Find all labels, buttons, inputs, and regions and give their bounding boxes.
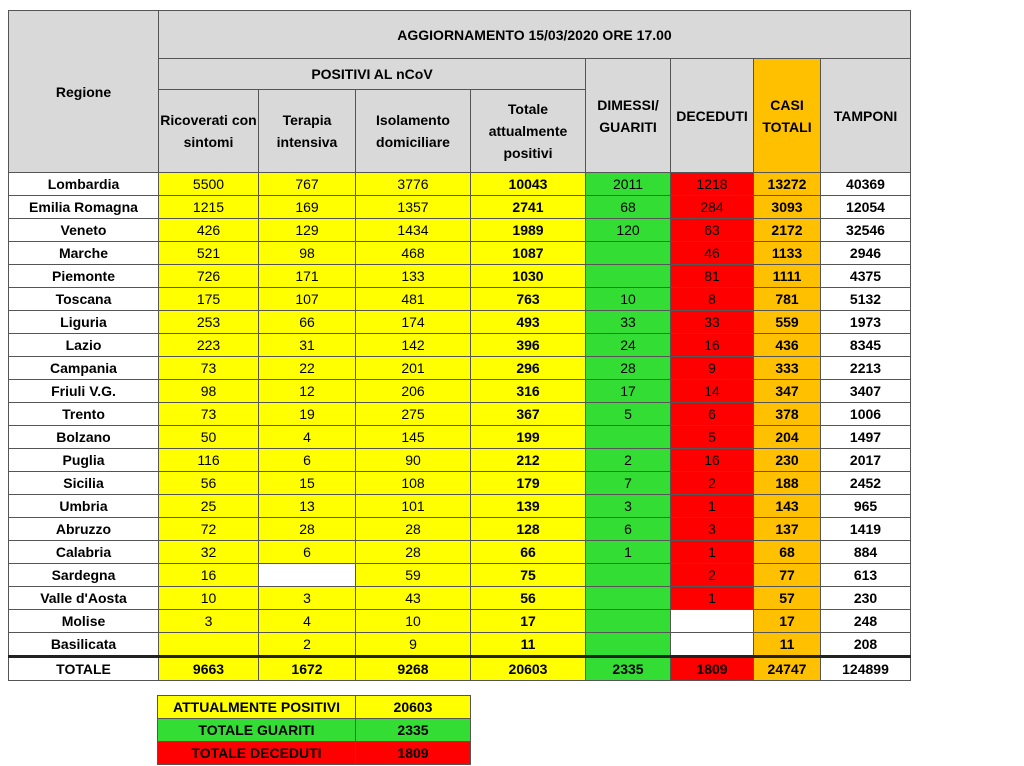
cell-ricoverati: 16 — [159, 564, 259, 587]
cell-totale: 316 — [471, 380, 586, 403]
cell-tamponi: 32546 — [821, 219, 911, 242]
cell-ricoverati: 72 — [159, 518, 259, 541]
cell-dimessi — [586, 610, 671, 633]
cell-dimessi — [586, 587, 671, 610]
cell-dimessi: 33 — [586, 311, 671, 334]
cell-terapia: 19 — [259, 403, 356, 426]
header-dimessi: DIMESSI/ GUARITI — [586, 59, 671, 173]
cell-casi: 1111 — [754, 265, 821, 288]
cell-terapia: 13 — [259, 495, 356, 518]
table-row — [9, 288, 911, 311]
cell-tamponi: 3407 — [821, 380, 911, 403]
table-row — [9, 380, 911, 403]
cell-deceduti: 1 — [671, 495, 754, 518]
cell-deceduti: 81 — [671, 265, 754, 288]
summary-row — [158, 696, 471, 719]
cell-regione: Marche — [9, 242, 159, 265]
cell-ricoverati: 73 — [159, 403, 259, 426]
cell-terapia: 6 — [259, 541, 356, 564]
cell-totale: 199 — [471, 426, 586, 449]
cell-regione: Abruzzo — [9, 518, 159, 541]
cell-totale: 1989 — [471, 219, 586, 242]
cell-regione: Sardegna — [9, 564, 159, 587]
cell-isolamento: 142 — [356, 334, 471, 357]
cell-isolamento: 90 — [356, 449, 471, 472]
cell-isolamento: 201 — [356, 357, 471, 380]
cell-terapia: 169 — [259, 196, 356, 219]
cell-terapia: 31 — [259, 334, 356, 357]
table-title: AGGIORNAMENTO 15/03/2020 ORE 17.00 — [159, 11, 911, 59]
cell-deceduti: 16 — [671, 334, 754, 357]
cell-tamponi: 1419 — [821, 518, 911, 541]
table-row — [9, 173, 911, 196]
cell-regione: Valle d'Aosta — [9, 587, 159, 610]
cell-dimessi — [586, 426, 671, 449]
cell-dimessi: 68 — [586, 196, 671, 219]
summary-value: 2335 — [356, 719, 471, 742]
summary-table — [157, 695, 471, 765]
cell-dimessi: 3 — [586, 495, 671, 518]
cell-deceduti: 6 — [671, 403, 754, 426]
cell-isolamento: 468 — [356, 242, 471, 265]
table-row — [9, 449, 911, 472]
cell-dimessi — [586, 633, 671, 657]
cell-regione: Toscana — [9, 288, 159, 311]
cell-ricoverati: 116 — [159, 449, 259, 472]
cell-casi: 57 — [754, 587, 821, 610]
cell-ricoverati: 10 — [159, 587, 259, 610]
cell-deceduti — [671, 610, 754, 633]
cell-dimessi: 28 — [586, 357, 671, 380]
cell-terapia: 4 — [259, 610, 356, 633]
cell-tamponi: 1497 — [821, 426, 911, 449]
cell-regione: Liguria — [9, 311, 159, 334]
table-row — [9, 426, 911, 449]
cell-tamponi: 230 — [821, 587, 911, 610]
cell-casi: 17 — [754, 610, 821, 633]
cell-ricoverati — [159, 633, 259, 657]
cell-terapia: 12 — [259, 380, 356, 403]
cell-deceduti: 8 — [671, 288, 754, 311]
cell-totale: 1087 — [471, 242, 586, 265]
cell-casi: 143 — [754, 495, 821, 518]
cell-deceduti — [671, 633, 754, 657]
table-row — [9, 518, 911, 541]
cell-casi: 24747 — [754, 657, 821, 681]
summary-label: ATTUALMENTE POSITIVI — [158, 696, 356, 719]
cell-casi: 3093 — [754, 196, 821, 219]
cell-isolamento: 1357 — [356, 196, 471, 219]
cell-regione: TOTALE — [9, 657, 159, 681]
table-row — [9, 633, 911, 657]
cell-dimessi: 17 — [586, 380, 671, 403]
cell-dimessi: 2 — [586, 449, 671, 472]
cell-ricoverati: 223 — [159, 334, 259, 357]
cell-casi: 333 — [754, 357, 821, 380]
cell-casi: 204 — [754, 426, 821, 449]
cell-isolamento: 275 — [356, 403, 471, 426]
cell-terapia: 98 — [259, 242, 356, 265]
cell-ricoverati: 426 — [159, 219, 259, 242]
cell-isolamento: 28 — [356, 518, 471, 541]
cell-terapia: 1672 — [259, 657, 356, 681]
cell-isolamento: 9 — [356, 633, 471, 657]
cell-isolamento: 9268 — [356, 657, 471, 681]
header-totale-positivi: Totale attualmente positivi — [471, 90, 586, 173]
cell-casi: 188 — [754, 472, 821, 495]
cell-totale: 66 — [471, 541, 586, 564]
cell-ricoverati: 9663 — [159, 657, 259, 681]
cell-dimessi: 2335 — [586, 657, 671, 681]
cell-ricoverati: 25 — [159, 495, 259, 518]
summary-label: TOTALE DECEDUTI — [158, 742, 356, 765]
cell-regione: Veneto — [9, 219, 159, 242]
cell-regione: Friuli V.G. — [9, 380, 159, 403]
cell-casi: 2172 — [754, 219, 821, 242]
header-casi-totali: CASI TOTALI — [754, 59, 821, 173]
table-row — [9, 196, 911, 219]
cell-totale: 17 — [471, 610, 586, 633]
cell-terapia: 22 — [259, 357, 356, 380]
cell-totale: 296 — [471, 357, 586, 380]
cell-terapia: 107 — [259, 288, 356, 311]
cell-ricoverati: 3 — [159, 610, 259, 633]
cell-deceduti: 5 — [671, 426, 754, 449]
header-positivi: POSITIVI AL nCoV — [159, 59, 586, 90]
table-row — [9, 219, 911, 242]
cell-isolamento: 133 — [356, 265, 471, 288]
cell-tamponi: 2452 — [821, 472, 911, 495]
cell-isolamento: 481 — [356, 288, 471, 311]
cell-totale: 10043 — [471, 173, 586, 196]
summary-row — [158, 719, 471, 742]
cell-totale: 75 — [471, 564, 586, 587]
cell-deceduti: 63 — [671, 219, 754, 242]
cell-dimessi — [586, 265, 671, 288]
summary-value: 1809 — [356, 742, 471, 765]
cell-isolamento: 174 — [356, 311, 471, 334]
cell-ricoverati: 56 — [159, 472, 259, 495]
cell-terapia: 129 — [259, 219, 356, 242]
cell-dimessi: 7 — [586, 472, 671, 495]
cell-tamponi: 2213 — [821, 357, 911, 380]
cell-isolamento: 10 — [356, 610, 471, 633]
cell-ricoverati: 73 — [159, 357, 259, 380]
cell-ricoverati: 5500 — [159, 173, 259, 196]
cell-casi: 1133 — [754, 242, 821, 265]
cell-regione: Puglia — [9, 449, 159, 472]
cell-totale: 11 — [471, 633, 586, 657]
cell-terapia: 171 — [259, 265, 356, 288]
cell-totale: 20603 — [471, 657, 586, 681]
cell-casi: 781 — [754, 288, 821, 311]
cell-totale: 128 — [471, 518, 586, 541]
cell-ricoverati: 175 — [159, 288, 259, 311]
cell-regione: Sicilia — [9, 472, 159, 495]
cell-isolamento: 206 — [356, 380, 471, 403]
cell-deceduti: 9 — [671, 357, 754, 380]
cell-totale: 179 — [471, 472, 586, 495]
summary-label: TOTALE GUARITI — [158, 719, 356, 742]
header-deceduti: DECEDUTI — [671, 59, 754, 173]
cell-tamponi: 248 — [821, 610, 911, 633]
cell-isolamento: 59 — [356, 564, 471, 587]
cell-casi: 378 — [754, 403, 821, 426]
cell-deceduti: 1218 — [671, 173, 754, 196]
cell-tamponi: 1973 — [821, 311, 911, 334]
cell-tamponi: 2017 — [821, 449, 911, 472]
cell-deceduti: 2 — [671, 564, 754, 587]
cell-dimessi: 120 — [586, 219, 671, 242]
cell-totale: 56 — [471, 587, 586, 610]
header-terapia: Terapia intensiva — [259, 90, 356, 173]
cell-terapia: 4 — [259, 426, 356, 449]
cell-casi: 559 — [754, 311, 821, 334]
summary-value: 20603 — [356, 696, 471, 719]
cell-isolamento: 145 — [356, 426, 471, 449]
cell-totale: 139 — [471, 495, 586, 518]
cell-deceduti: 46 — [671, 242, 754, 265]
cell-dimessi: 6 — [586, 518, 671, 541]
cell-regione: Umbria — [9, 495, 159, 518]
cell-totale: 2741 — [471, 196, 586, 219]
cell-dimessi: 1 — [586, 541, 671, 564]
table-row — [9, 610, 911, 633]
cell-tamponi: 208 — [821, 633, 911, 657]
cell-isolamento: 43 — [356, 587, 471, 610]
cell-tamponi: 8345 — [821, 334, 911, 357]
cell-tamponi: 1006 — [821, 403, 911, 426]
cell-terapia: 15 — [259, 472, 356, 495]
cell-isolamento: 101 — [356, 495, 471, 518]
cell-tamponi: 613 — [821, 564, 911, 587]
header-regione: Regione — [9, 11, 159, 173]
cell-casi: 68 — [754, 541, 821, 564]
cell-casi: 77 — [754, 564, 821, 587]
cell-regione: Lazio — [9, 334, 159, 357]
table-row — [9, 495, 911, 518]
cell-tamponi: 2946 — [821, 242, 911, 265]
cell-ricoverati: 253 — [159, 311, 259, 334]
cell-deceduti: 2 — [671, 472, 754, 495]
header-tamponi: TAMPONI — [821, 59, 911, 173]
cell-terapia: 2 — [259, 633, 356, 657]
cell-totale: 493 — [471, 311, 586, 334]
cell-tamponi: 884 — [821, 541, 911, 564]
cell-tamponi: 965 — [821, 495, 911, 518]
cell-ricoverati: 521 — [159, 242, 259, 265]
cell-terapia: 767 — [259, 173, 356, 196]
cell-casi: 137 — [754, 518, 821, 541]
table-row — [9, 311, 911, 334]
cell-totale: 1030 — [471, 265, 586, 288]
cell-regione: Trento — [9, 403, 159, 426]
cell-ricoverati: 50 — [159, 426, 259, 449]
cell-terapia: 66 — [259, 311, 356, 334]
cell-regione: Molise — [9, 610, 159, 633]
cell-regione: Lombardia — [9, 173, 159, 196]
cell-regione: Piemonte — [9, 265, 159, 288]
cell-regione: Emilia Romagna — [9, 196, 159, 219]
cell-deceduti: 1 — [671, 541, 754, 564]
table-row — [9, 242, 911, 265]
header-ricoverati: Ricoverati con sintomi — [159, 90, 259, 173]
totals-row — [9, 657, 911, 681]
cell-ricoverati: 726 — [159, 265, 259, 288]
cell-terapia: 6 — [259, 449, 356, 472]
cell-dimessi: 5 — [586, 403, 671, 426]
cell-isolamento: 1434 — [356, 219, 471, 242]
cell-tamponi: 40369 — [821, 173, 911, 196]
cell-terapia — [259, 564, 356, 587]
cell-regione: Campania — [9, 357, 159, 380]
cell-totale: 396 — [471, 334, 586, 357]
cell-regione: Bolzano — [9, 426, 159, 449]
cell-ricoverati: 32 — [159, 541, 259, 564]
cell-deceduti: 14 — [671, 380, 754, 403]
cell-ricoverati: 1215 — [159, 196, 259, 219]
cell-deceduti: 284 — [671, 196, 754, 219]
table-row — [9, 403, 911, 426]
cell-dimessi: 2011 — [586, 173, 671, 196]
cell-deceduti: 3 — [671, 518, 754, 541]
covid-regional-table — [8, 10, 911, 681]
cell-deceduti: 1 — [671, 587, 754, 610]
table-row — [9, 564, 911, 587]
cell-deceduti: 33 — [671, 311, 754, 334]
cell-dimessi — [586, 564, 671, 587]
cell-dimessi: 24 — [586, 334, 671, 357]
table-row — [9, 357, 911, 380]
cell-deceduti: 1809 — [671, 657, 754, 681]
cell-tamponi: 124899 — [821, 657, 911, 681]
cell-tamponi: 5132 — [821, 288, 911, 311]
cell-casi: 13272 — [754, 173, 821, 196]
cell-isolamento: 3776 — [356, 173, 471, 196]
table-row — [9, 587, 911, 610]
cell-totale: 212 — [471, 449, 586, 472]
cell-casi: 347 — [754, 380, 821, 403]
cell-casi: 11 — [754, 633, 821, 657]
cell-totale: 367 — [471, 403, 586, 426]
cell-casi: 230 — [754, 449, 821, 472]
cell-isolamento: 108 — [356, 472, 471, 495]
table-row — [9, 472, 911, 495]
cell-casi: 436 — [754, 334, 821, 357]
table-row — [9, 541, 911, 564]
summary-row — [158, 742, 471, 765]
table-row — [9, 334, 911, 357]
cell-regione: Basilicata — [9, 633, 159, 657]
cell-dimessi — [586, 242, 671, 265]
cell-terapia: 28 — [259, 518, 356, 541]
cell-terapia: 3 — [259, 587, 356, 610]
header-isolamento: Isolamento domiciliare — [356, 90, 471, 173]
cell-totale: 763 — [471, 288, 586, 311]
cell-deceduti: 16 — [671, 449, 754, 472]
cell-regione: Calabria — [9, 541, 159, 564]
cell-dimessi: 10 — [586, 288, 671, 311]
cell-ricoverati: 98 — [159, 380, 259, 403]
table-row — [9, 265, 911, 288]
cell-tamponi: 4375 — [821, 265, 911, 288]
cell-isolamento: 28 — [356, 541, 471, 564]
cell-tamponi: 12054 — [821, 196, 911, 219]
table-body — [9, 173, 911, 681]
